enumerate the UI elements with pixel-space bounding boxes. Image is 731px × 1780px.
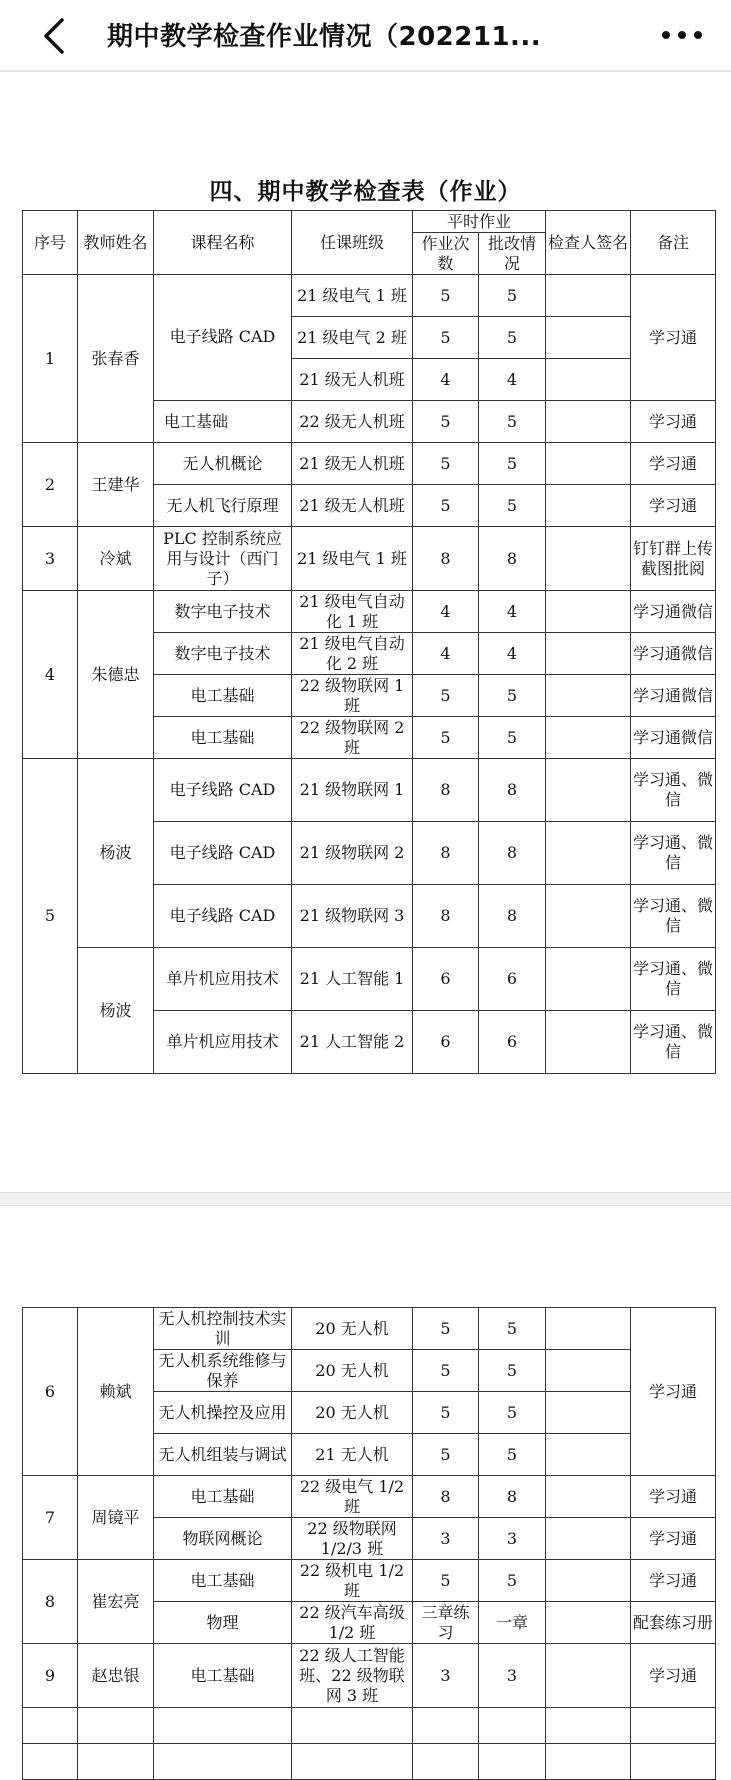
correction-cell: 5 [479,1308,546,1350]
table-row [23,1308,716,1350]
count-cell: 4 [413,633,479,675]
inspector-cell [546,485,631,527]
remark-cell: 钉钉群上传截图批阅 [631,527,716,591]
correction-cell: 4 [479,591,546,633]
inspector-cell [546,443,631,485]
remark-cell: 学习通、微信 [631,1011,716,1074]
seq-cell: 6 [23,1308,78,1476]
class-cell: 22 级物联网 2 班 [292,717,413,759]
teacher-cell: 杨波 [78,759,154,948]
class-cell: 22 级机电 1/2 班 [292,1560,413,1602]
header-course: 课程名称 [154,211,292,275]
class-cell: 20 无人机 [292,1308,413,1350]
header-homework-count: 作业次数 [413,233,479,275]
table-row [23,948,716,1011]
correction-cell: 5 [479,443,546,485]
inspector-cell [546,1434,631,1476]
document-title: 四、期中教学检查表（作业） [209,179,522,205]
table-row [23,527,716,591]
inspector-cell [546,1011,631,1074]
class-cell: 22 级物联网 1/2/3 班 [292,1518,413,1560]
inspector-cell [546,759,631,822]
correction-cell: 5 [479,717,546,759]
table-row [23,1560,716,1602]
inspector-cell [546,1602,631,1644]
count-cell: 8 [413,822,479,885]
teacher-cell: 赖斌 [78,1308,154,1476]
correction-cell: 3 [479,1518,546,1560]
class-cell: 21 级无人机班 [292,485,413,527]
course-cell: 物联网概论 [154,1518,292,1560]
inspector-cell [546,885,631,948]
correction-cell: 6 [479,948,546,1011]
course-cell: 无人机操控及应用 [154,1392,292,1434]
remark-cell: 学习通 [631,1476,716,1518]
correction-cell: 5 [479,1560,546,1602]
remark-cell: 学习通、微信 [631,948,716,1011]
course-cell: 无人机组装与调试 [154,1434,292,1476]
class-cell: 21 级电气 2 班 [292,317,413,359]
correction-cell: 5 [479,485,546,527]
remark-cell: 学习通、微信 [631,822,716,885]
inspector-cell [546,1476,631,1518]
teacher-cell: 王建华 [78,443,154,527]
table-row [23,443,716,485]
inspector-cell [546,527,631,591]
seq-cell: 8 [23,1560,78,1644]
inspector-cell [546,401,631,443]
class-cell: 21 级电气自动化 1 班 [292,591,413,633]
class-cell: 21 级无人机班 [292,359,413,401]
count-cell: 5 [413,1560,479,1602]
correction-cell: 8 [479,759,546,822]
table-header-row [23,211,716,233]
class-cell: 22 级汽车高级 1/2 班 [292,1602,413,1644]
inspector-cell [546,317,631,359]
class-cell: 21 无人机 [292,1434,413,1476]
table-row-empty [23,1744,716,1780]
correction-cell: 8 [479,527,546,591]
count-cell: 5 [413,675,479,717]
remark-cell: 学习通 [631,1644,716,1708]
correction-cell: 8 [479,822,546,885]
course-cell: 物理 [154,1602,292,1644]
remark-cell: 学习通 [631,1308,716,1476]
header-class: 任课班级 [292,211,413,275]
remark-cell: 配套练习册 [631,1602,716,1644]
table-row [23,1644,716,1708]
course-cell: 电工基础 [154,1476,292,1518]
correction-cell: 5 [479,317,546,359]
remark-cell: 学习通、微信 [631,885,716,948]
course-cell: 电子线路 CAD [154,759,292,822]
course-cell: 电工基础 [154,1560,292,1602]
course-cell: 电工基础 [154,717,292,759]
header-teacher: 教师姓名 [78,211,154,275]
teacher-cell: 朱德忠 [78,591,154,759]
count-cell: 5 [413,443,479,485]
remark-cell: 学习通微信 [631,717,716,759]
class-cell: 21 级物联网 1 [292,759,413,822]
inspector-cell [546,1560,631,1602]
count-cell: 5 [413,717,479,759]
inspector-cell [546,633,631,675]
correction-cell: 3 [479,1644,546,1708]
count-cell: 6 [413,1011,479,1074]
homework-table-page-2 [22,1307,716,1780]
correction-cell: 5 [479,401,546,443]
correction-cell: 6 [479,1011,546,1074]
course-cell: 无人机飞行原理 [154,485,292,527]
inspector-cell [546,948,631,1011]
class-cell: 22 级人工智能班、22 级物联网 3 班 [292,1644,413,1708]
teacher-cell: 赵忠银 [78,1644,154,1708]
teacher-cell: 张春香 [78,275,154,443]
teacher-cell: 崔宏亮 [78,1560,154,1644]
more-dots-icon[interactable] [658,22,708,48]
remark-cell: 学习通、微信 [631,759,716,822]
inspector-cell [546,1350,631,1392]
count-cell: 5 [413,401,479,443]
inspector-cell [546,1518,631,1560]
class-cell: 20 无人机 [292,1392,413,1434]
count-cell: 5 [413,485,479,527]
header-inspector: 检查人签名 [546,211,631,275]
inspector-cell [546,275,631,317]
count-cell: 三章练习 [413,1602,479,1644]
remark-cell: 学习通 [631,275,716,401]
count-cell: 5 [413,1308,479,1350]
seq-cell: 9 [23,1644,78,1708]
course-cell: 电子线路 CAD [154,275,292,401]
count-cell: 3 [413,1644,479,1708]
table-row-empty [23,1708,716,1744]
inspector-cell [546,1644,631,1708]
correction-cell: 8 [479,885,546,948]
course-cell: 数字电子技术 [154,591,292,633]
count-cell: 5 [413,1392,479,1434]
table-row [23,591,716,633]
inspector-cell [546,591,631,633]
class-cell: 21 级物联网 3 [292,885,413,948]
count-cell: 8 [413,1476,479,1518]
correction-cell: 4 [479,633,546,675]
table-row [23,275,716,317]
header-seq: 序号 [23,211,78,275]
class-cell: 21 人工智能 1 [292,948,413,1011]
class-cell: 21 人工智能 2 [292,1011,413,1074]
inspector-cell [546,1392,631,1434]
correction-cell: 5 [479,275,546,317]
course-cell: 电工基础 [154,401,292,443]
seq-cell: 5 [23,759,78,1074]
table-row [23,759,716,822]
course-cell: 单片机应用技术 [154,1011,292,1074]
teacher-cell: 杨波 [78,948,154,1074]
remark-cell: 学习通 [631,485,716,527]
course-cell: 电子线路 CAD [154,885,292,948]
inspector-cell [546,675,631,717]
course-cell: PLC 控制系统应用与设计（西门子） [154,527,292,591]
count-cell: 8 [413,885,479,948]
count-cell: 5 [413,317,479,359]
count-cell: 3 [413,1518,479,1560]
seq-cell: 2 [23,443,78,527]
header-homework-group: 平时作业 [413,211,546,233]
seq-cell: 3 [23,527,78,591]
course-cell: 电子线路 CAD [154,822,292,885]
class-cell: 22 级物联网 1 班 [292,675,413,717]
remark-cell: 学习通 [631,1518,716,1560]
course-cell: 无人机系统维修与保养 [154,1350,292,1392]
seq-cell: 1 [23,275,78,443]
page-separator [0,1192,731,1206]
course-cell: 单片机应用技术 [154,948,292,1011]
correction-cell: 5 [479,1392,546,1434]
inspector-cell [546,822,631,885]
remark-cell: 学习通微信 [631,591,716,633]
homework-table-page-1 [22,210,716,1074]
class-cell: 20 无人机 [292,1350,413,1392]
teacher-cell: 冷斌 [78,527,154,591]
remark-cell: 学习通 [631,443,716,485]
header-remarks: 备注 [631,211,716,275]
course-cell: 电工基础 [154,675,292,717]
remark-cell: 学习通微信 [631,675,716,717]
count-cell: 4 [413,591,479,633]
count-cell: 8 [413,759,479,822]
correction-cell: 4 [479,359,546,401]
class-cell: 21 级电气自动化 2 班 [292,633,413,675]
count-cell: 4 [413,359,479,401]
table-row [23,1476,716,1518]
class-cell: 21 级电气 1 班 [292,275,413,317]
page-title: 期中教学检查作业情况（202211... [107,22,542,52]
class-cell: 21 级无人机班 [292,443,413,485]
course-cell: 无人机概论 [154,443,292,485]
correction-cell: 5 [479,675,546,717]
correction-cell: 8 [479,1476,546,1518]
inspector-cell [546,717,631,759]
correction-cell: 5 [479,1350,546,1392]
count-cell: 6 [413,948,479,1011]
teacher-cell: 周镜平 [78,1476,154,1560]
remark-cell: 学习通 [631,1560,716,1602]
correction-cell: 5 [479,1434,546,1476]
count-cell: 5 [413,1434,479,1476]
header-correction: 批改情况 [479,233,546,275]
class-cell: 21 级电气 1 班 [292,527,413,591]
class-cell: 22 级电气 1/2 班 [292,1476,413,1518]
count-cell: 5 [413,1350,479,1392]
remark-cell: 学习通微信 [631,633,716,675]
course-cell: 无人机控制技术实训 [154,1308,292,1350]
count-cell: 8 [413,527,479,591]
seq-cell: 4 [23,591,78,759]
seq-cell: 7 [23,1476,78,1560]
top-bar [0,0,731,72]
count-cell: 5 [413,275,479,317]
class-cell: 21 级物联网 2 [292,822,413,885]
remark-cell: 学习通 [631,401,716,443]
correction-cell: 一章 [479,1602,546,1644]
inspector-cell [546,359,631,401]
course-cell: 数字电子技术 [154,633,292,675]
course-cell: 电工基础 [154,1644,292,1708]
class-cell: 22 级无人机班 [292,401,413,443]
chevron-left-icon[interactable] [38,16,72,56]
inspector-cell [546,1308,631,1350]
